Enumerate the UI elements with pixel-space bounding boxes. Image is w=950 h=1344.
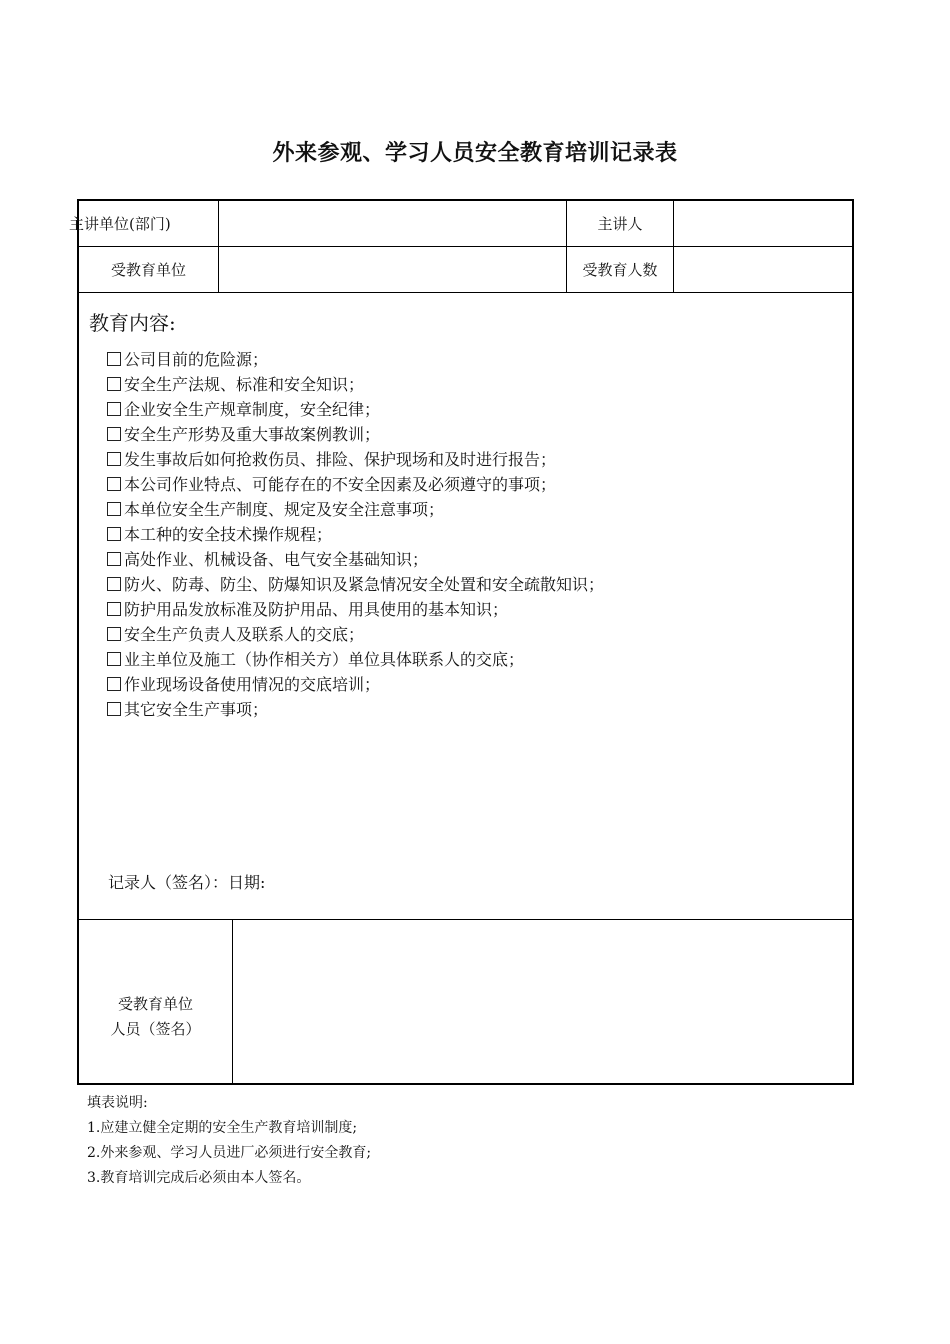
- topic-label: 本公司作业特点、可能存在的不安全因素及必须遵守的事项；: [124, 475, 557, 494]
- checkbox[interactable]: [107, 377, 121, 391]
- checkbox[interactable]: [107, 552, 121, 566]
- lecturer-unit-label-cell: [69, 201, 219, 246]
- trainee-count-field[interactable]: [674, 247, 852, 292]
- note-line: 3.教育培训完成后必须由本人签名。: [87, 1170, 311, 1186]
- checkbox[interactable]: [107, 477, 121, 491]
- list-item: [107, 522, 604, 547]
- topic-label: 防护用品发放标准及防护用品、用具使用的基本知识；: [124, 600, 509, 619]
- checkbox[interactable]: [107, 702, 121, 716]
- list-item: [107, 397, 604, 422]
- lecturer-unit-field[interactable]: [219, 201, 567, 246]
- trainee-signature-label-line2: 人员（签名）: [110, 1019, 201, 1038]
- list-item: [107, 622, 604, 647]
- checkbox[interactable]: [107, 627, 121, 641]
- header-row-lecturer: [69, 201, 852, 247]
- trainee-count-label: 受教育人数: [567, 247, 674, 292]
- header-row-trainee: [79, 247, 852, 293]
- topic-label: 高处作业、机械设备、电气安全基础知识；: [124, 550, 429, 569]
- topic-label: 安全生产形势及重大事故案例教训；: [124, 425, 381, 444]
- topic-label: 安全生产负责人及联系人的交底；: [124, 625, 365, 644]
- notes-heading: 填表说明:: [87, 1095, 148, 1111]
- checkbox[interactable]: [107, 652, 121, 666]
- form-notes: [87, 1091, 371, 1191]
- list-item: [107, 472, 604, 497]
- list-item: [107, 422, 604, 447]
- list-item: [107, 347, 604, 372]
- note-line: 2.外来参观、学习人员进厂必须进行安全教育;: [87, 1145, 372, 1161]
- topic-label: 本单位安全生产制度、规定及安全注意事项；: [124, 500, 445, 519]
- form-title: 外来参观、学习人员安全教育培训记录表: [272, 140, 678, 166]
- topic-label: 其它安全生产事项；: [124, 700, 269, 719]
- checkbox[interactable]: [107, 677, 121, 691]
- checkbox[interactable]: [107, 352, 121, 366]
- checkbox[interactable]: [107, 527, 121, 541]
- education-content-heading: 教育内容:: [89, 311, 176, 335]
- trainee-unit-label: 受教育单位: [79, 247, 219, 292]
- topic-label: 业主单位及施工（协作相关方）单位具体联系人的交底；: [124, 650, 525, 669]
- list-item: [107, 572, 604, 597]
- checkbox[interactable]: [107, 602, 121, 616]
- topic-label: 企业安全生产规章制度，安全纪律；: [124, 400, 381, 419]
- education-content-section: [79, 293, 852, 920]
- list-item: [107, 497, 604, 522]
- training-record-form: [69, 199, 854, 1085]
- list-item: [107, 597, 604, 622]
- trainee-signature-field[interactable]: [234, 920, 852, 1083]
- list-item: [107, 647, 604, 672]
- trainee-signature-row: [79, 920, 852, 1083]
- checkbox[interactable]: [107, 402, 121, 416]
- list-item: [107, 447, 604, 472]
- list-item: [107, 547, 604, 572]
- checkbox[interactable]: [107, 427, 121, 441]
- trainee-signature-label-line1: 受教育单位: [117, 994, 193, 1013]
- checkbox[interactable]: [107, 502, 121, 516]
- checkbox[interactable]: [107, 577, 121, 591]
- recorder-signature-date-line: 记录人（签名）：日期:: [108, 873, 266, 892]
- trainee-unit-field[interactable]: [219, 247, 567, 292]
- checkbox[interactable]: [107, 452, 121, 466]
- list-item: [107, 372, 604, 397]
- topic-label: 本工种的安全技术操作规程；: [124, 525, 333, 544]
- topic-label: 安全生产法规、标准和安全知识；: [124, 375, 365, 394]
- note-line: 1.应建立健全定期的安全生产教育培训制度;: [87, 1120, 358, 1136]
- list-item: [107, 672, 604, 697]
- list-item: [107, 697, 604, 722]
- trainee-signature-label: [79, 920, 233, 1083]
- lecturer-unit-label: 主讲单位(部门): [69, 215, 171, 233]
- topic-label: 发生事故后如何抢救伤员、排险、保护现场和及时进行报告；: [124, 450, 557, 469]
- lecturer-field[interactable]: [674, 201, 852, 246]
- education-topic-list: [107, 347, 604, 722]
- topic-label: 作业现场设备使用情况的交底培训；: [124, 675, 381, 694]
- topic-label: 防火、防毒、防尘、防爆知识及紧急情况安全处置和安全疏散知识；: [124, 575, 605, 594]
- topic-label: 公司目前的危险源；: [124, 350, 269, 369]
- lecturer-label: 主讲人: [567, 201, 674, 246]
